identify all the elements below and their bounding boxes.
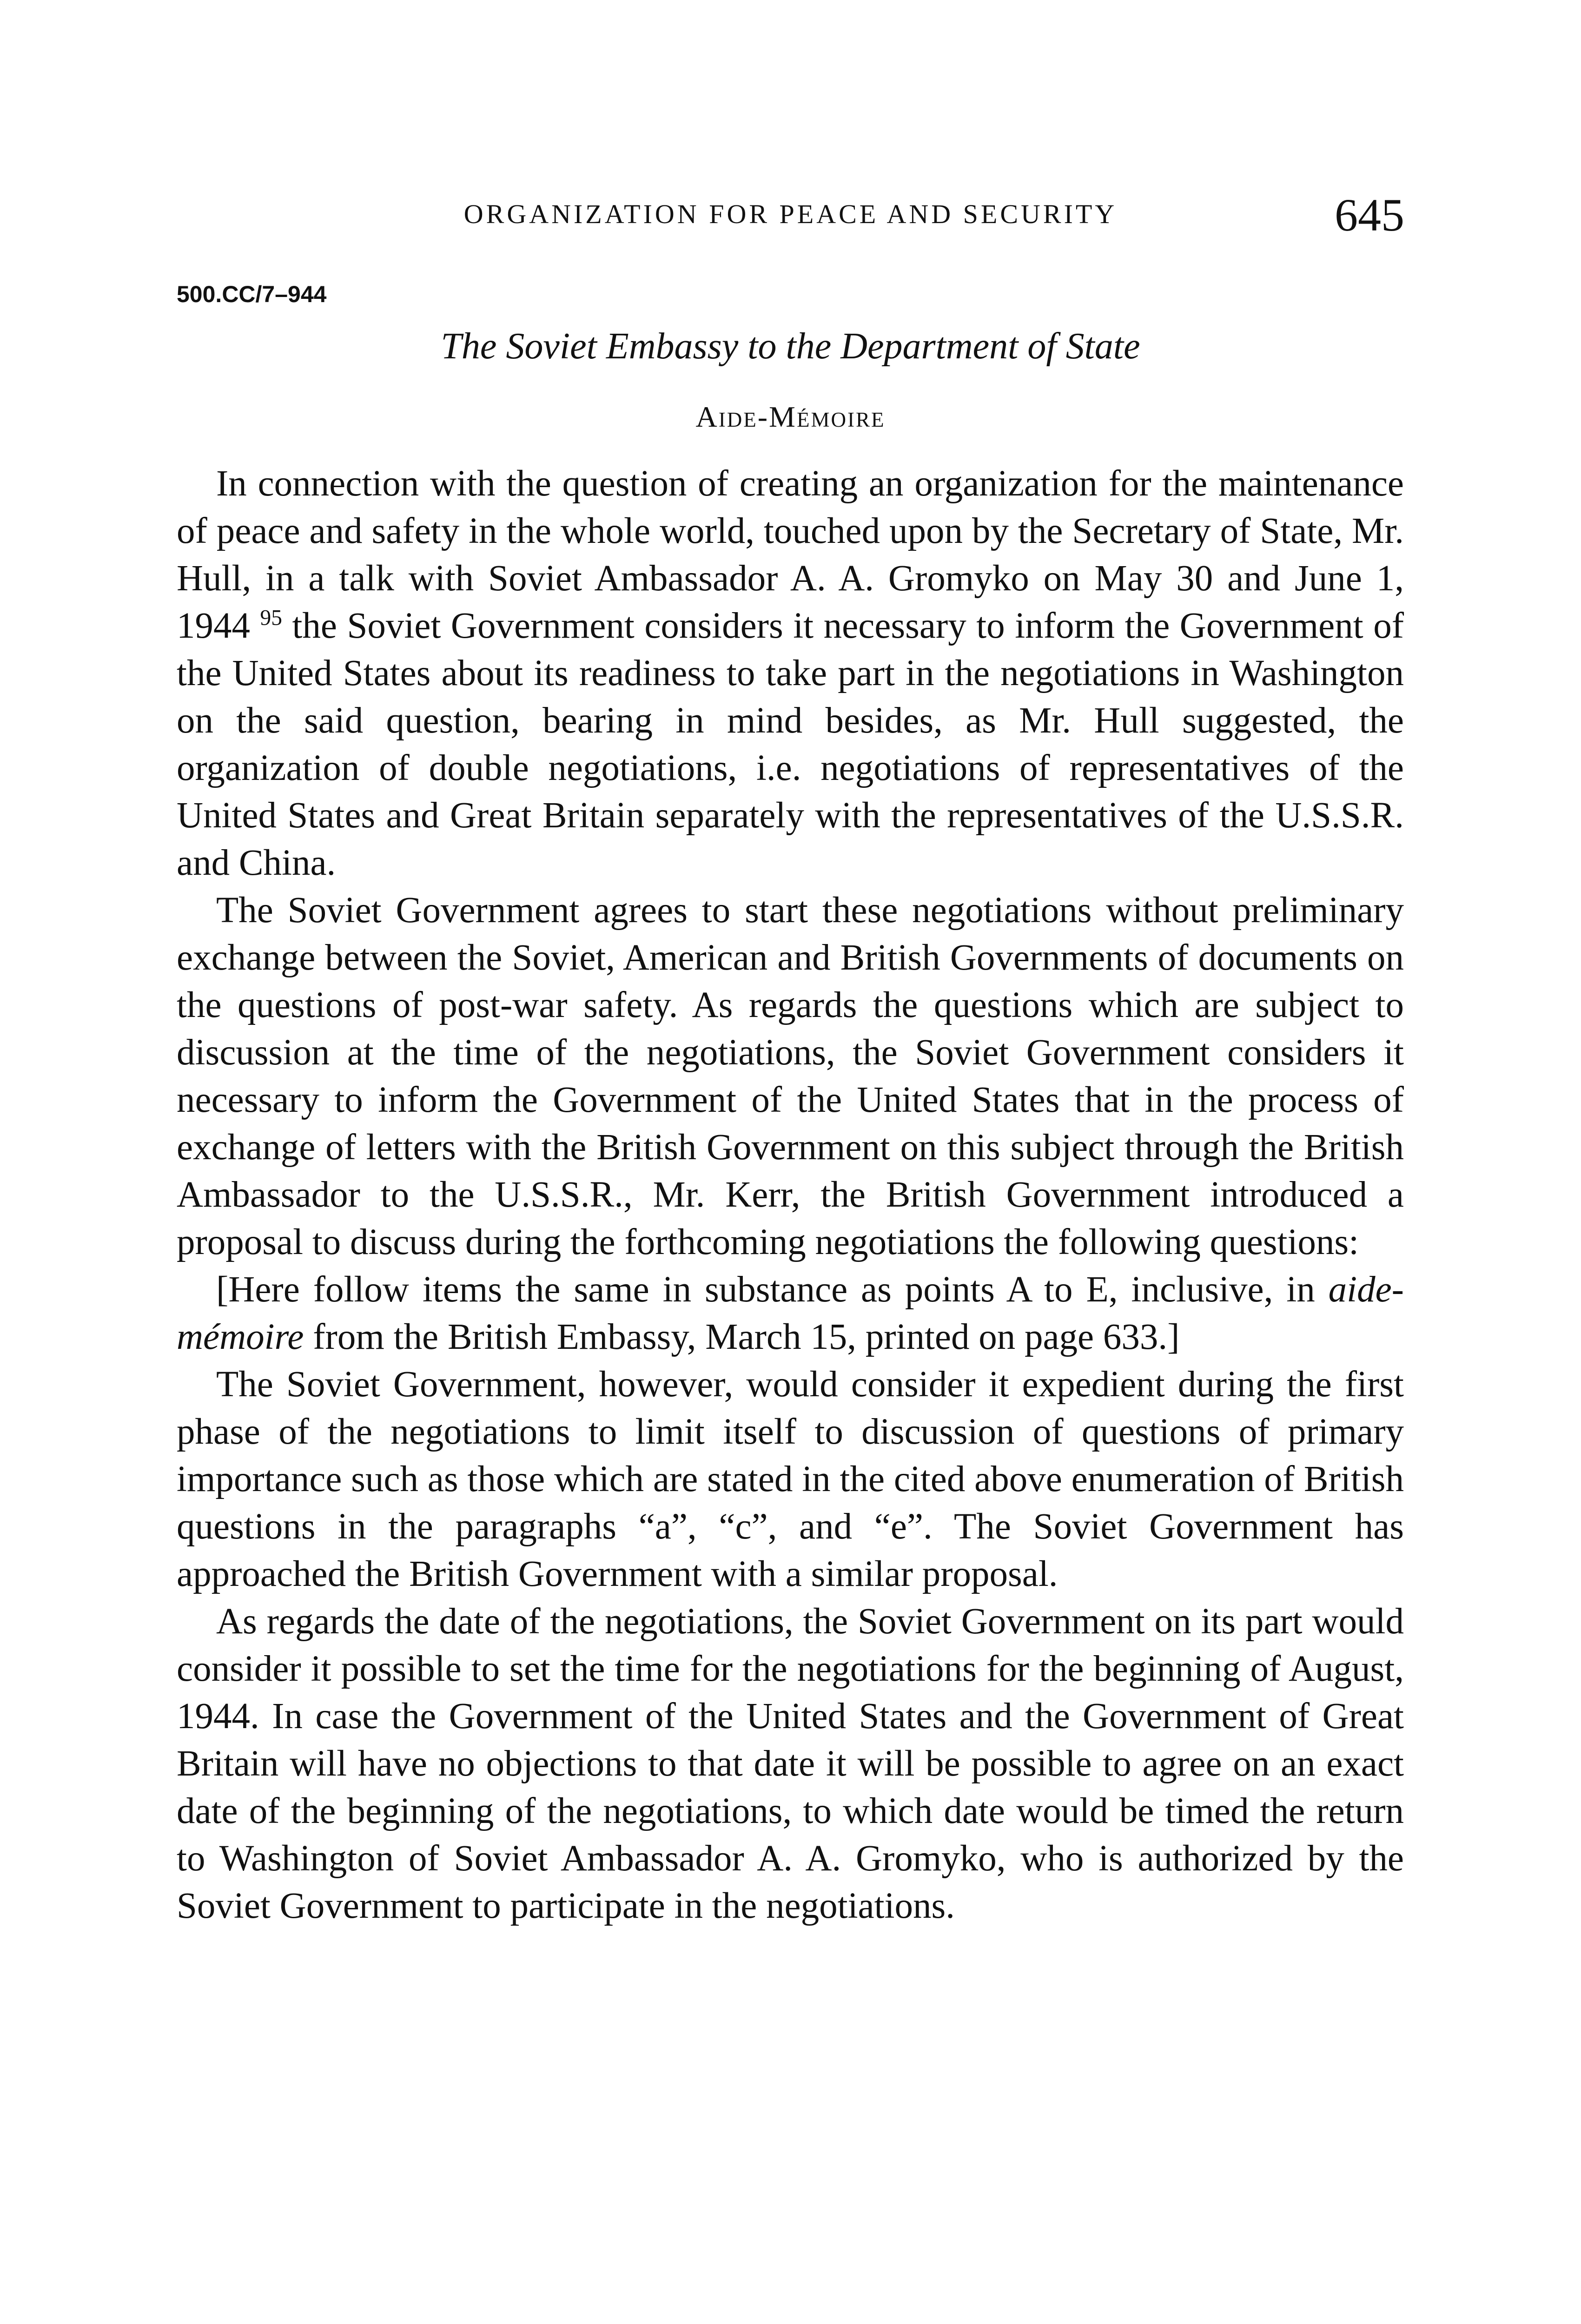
- paragraph-2: The Soviet Government agrees to start these negotiations without preliminary exchange between the Soviet, American and British Governments of documents on the questions of post-war safety. As regards the questions which are subject to discussion at the time of the negotiations, the Soviet Government considers it necessary to inform the Government of the United States that in the process of exchange of letters with the British Government on this subject through the British Ambassador to the U.S.S.R., Mr. Kerr, the British Government introduced a proposal to discuss during the forthcoming negotiations the following questions:: [177, 890, 1404, 1262]
- document-body: [177, 460, 1404, 1930]
- paragraph-3-editorial-note: [Here follow items the same in substance as points A to E, inclusive, in aide-mémoire from the British Embassy, March 15, printed on page 633.]: [177, 1269, 1404, 1357]
- file-number: 500.CC/7–944: [177, 281, 327, 307]
- paragraph-1-text: In connection with the question of creating an organization for the maintenance of peace and safety in the whole world, touched upon by the Secretary of State, Mr. Hull, in a talk with Soviet Ambassador A. A. Gromyko on May 30 and June 1, 1944: [177, 463, 1404, 646]
- document-heading: The Soviet Embassy to the Department of State: [441, 326, 1140, 367]
- document-type: Aide-Mémoire: [695, 400, 886, 433]
- paragraph-1: [177, 460, 1404, 887]
- paragraph-4: The Soviet Government, however, would consider it expedient during the first phase of the negotiations to limit itself to discussion of questions of primary importance such as those which are stated in the cited above enumeration of British questions in the paragraphs “a”, “c”, and “e”. The Soviet Government has approached the British Government with a similar proposal.: [177, 1364, 1404, 1594]
- page-number: 645: [1335, 189, 1404, 241]
- footnote-reference[interactable]: 95: [260, 606, 282, 630]
- running-title: ORGANIZATION FOR PEACE AND SECURITY: [463, 199, 1118, 229]
- italic-term: aide-mémoire: [177, 1269, 1404, 1357]
- running-header: [177, 188, 1404, 244]
- paragraph-1-continued: the Soviet Government considers it necessary to inform the Government of the United States about its readiness to take part in the negotiations in Washington on the said question, bearing in mind besides, as Mr. Hull suggested, the organization of double negotiations, i.e. negotiations of representatives of the United States and Great Britain separately with the representatives of the U.S.S.R. and China.: [177, 606, 1404, 883]
- paragraph-5: As regards the date of the negotiations, the Soviet Government on its part would consider it possible to set the time for the negotiations for the beginning of August, 1944. In case the Government of the United States and the Government of Great Britain will have no objections to that date it will be possible to agree on an exact date of the beginning of the negotiations, to which date would be timed the return to Washington of Soviet Ambassador A. A. Gromyko, who is authorized by the Soviet Government to participate in the negotiations.: [177, 1601, 1404, 1926]
